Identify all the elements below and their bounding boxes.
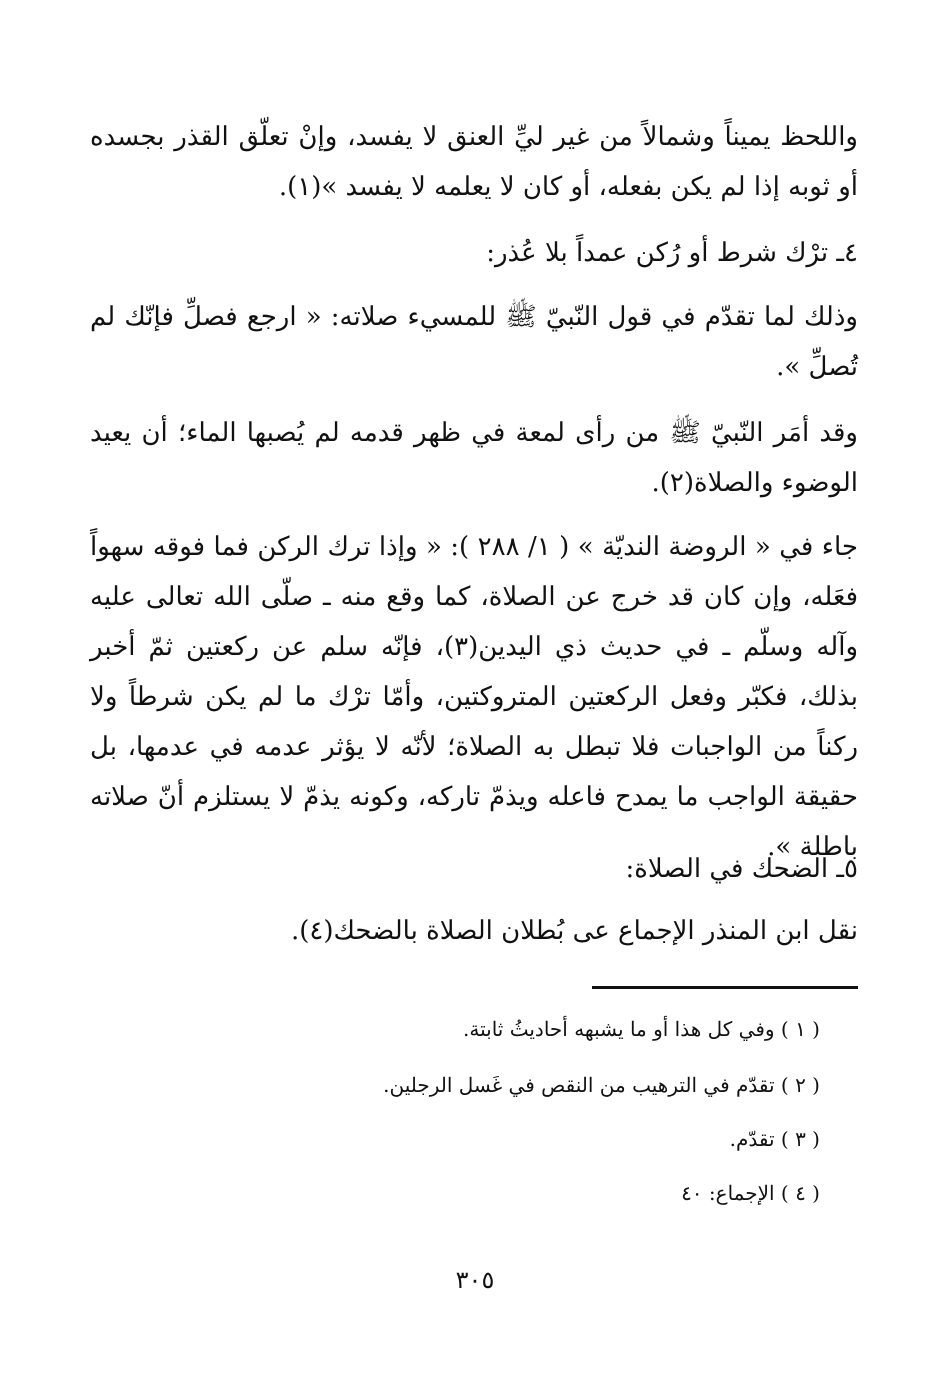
footnote-3: ( ٣ ) تقدّم. (729, 1127, 820, 1151)
paragraph-continuation: واللحظ يميناً وشمالاً من غير ليِّ العنق لا يفسد، وإنْ تعلّق القذر بجسده أو ثوبه إذا لم يكن بفعله، أو كان لا يعلمه لا يفسد »(١). (90, 122, 858, 202)
heading-section-5: ٥ـ الضحك في الصلاة: (625, 854, 858, 884)
paragraph-ijma: نقل ابن المنذر الإجماع عى بُطلان الصلاة بالضحك(٤). (290, 916, 858, 946)
footnote-4: ( ٤ ) الإجماع: ٤٠ (681, 1181, 820, 1205)
paragraph-rawda-quote: جاء في « الروضة النديّة » ( ١/ ٢٨٨ ): « وإذا ترك الركن فما فوقه سهواً فعَله، وإن كان قد خرج عن الصلاة، كما وقع منه ـ صلّى الله تعالى عليه وآله وسلّم ـ في حديث ذي اليدين(٣)، فإنّه سلم عن ركعتين ثمّ أخبر بذلك، فكبّر وفعل الركعتين المتروكتين، وأمّا ترْك ما لم يكن شرطاً ولا ركناً من الواجبات فلا تبطل به الصلاة؛ لأنّه لا يؤثر عدمه في عدمها، بل حقيقة الواجب ما يمدح فاعله ويذمّ تاركه، وكونه يذمّ لا يستلزم أنّ صلاته باطلة ». (90, 532, 858, 862)
paragraph-wudu: وقد أمَر النّبيّ ﷺ من رأى لمعة في ظهر قدمه لم يُصبها الماء؛ أن يعيد الوضوء والصلاة(٢). (90, 418, 858, 498)
heading-section-4: ٤ـ ترْك شرط أو رُكن عمداً بلا عُذر: (486, 238, 858, 268)
page-number: ٣٠٥ (455, 1266, 495, 1294)
footnote-divider (592, 986, 858, 989)
footnote-1: ( ١ ) وفي كل هذا أو ما يشبهه أحاديثُ ثابتة. (463, 1017, 820, 1041)
footnote-2: ( ٢ ) تقدّم في الترهيب من النقص في غَسل الرجلين. (383, 1073, 820, 1097)
paragraph-prophet-hadith: وذلك لما تقدّم في قول النّبيّ ﷺ للمسيء صلاته: « ارجع فصلِّ فإنّك لم تُصلِّ ». (90, 302, 858, 382)
